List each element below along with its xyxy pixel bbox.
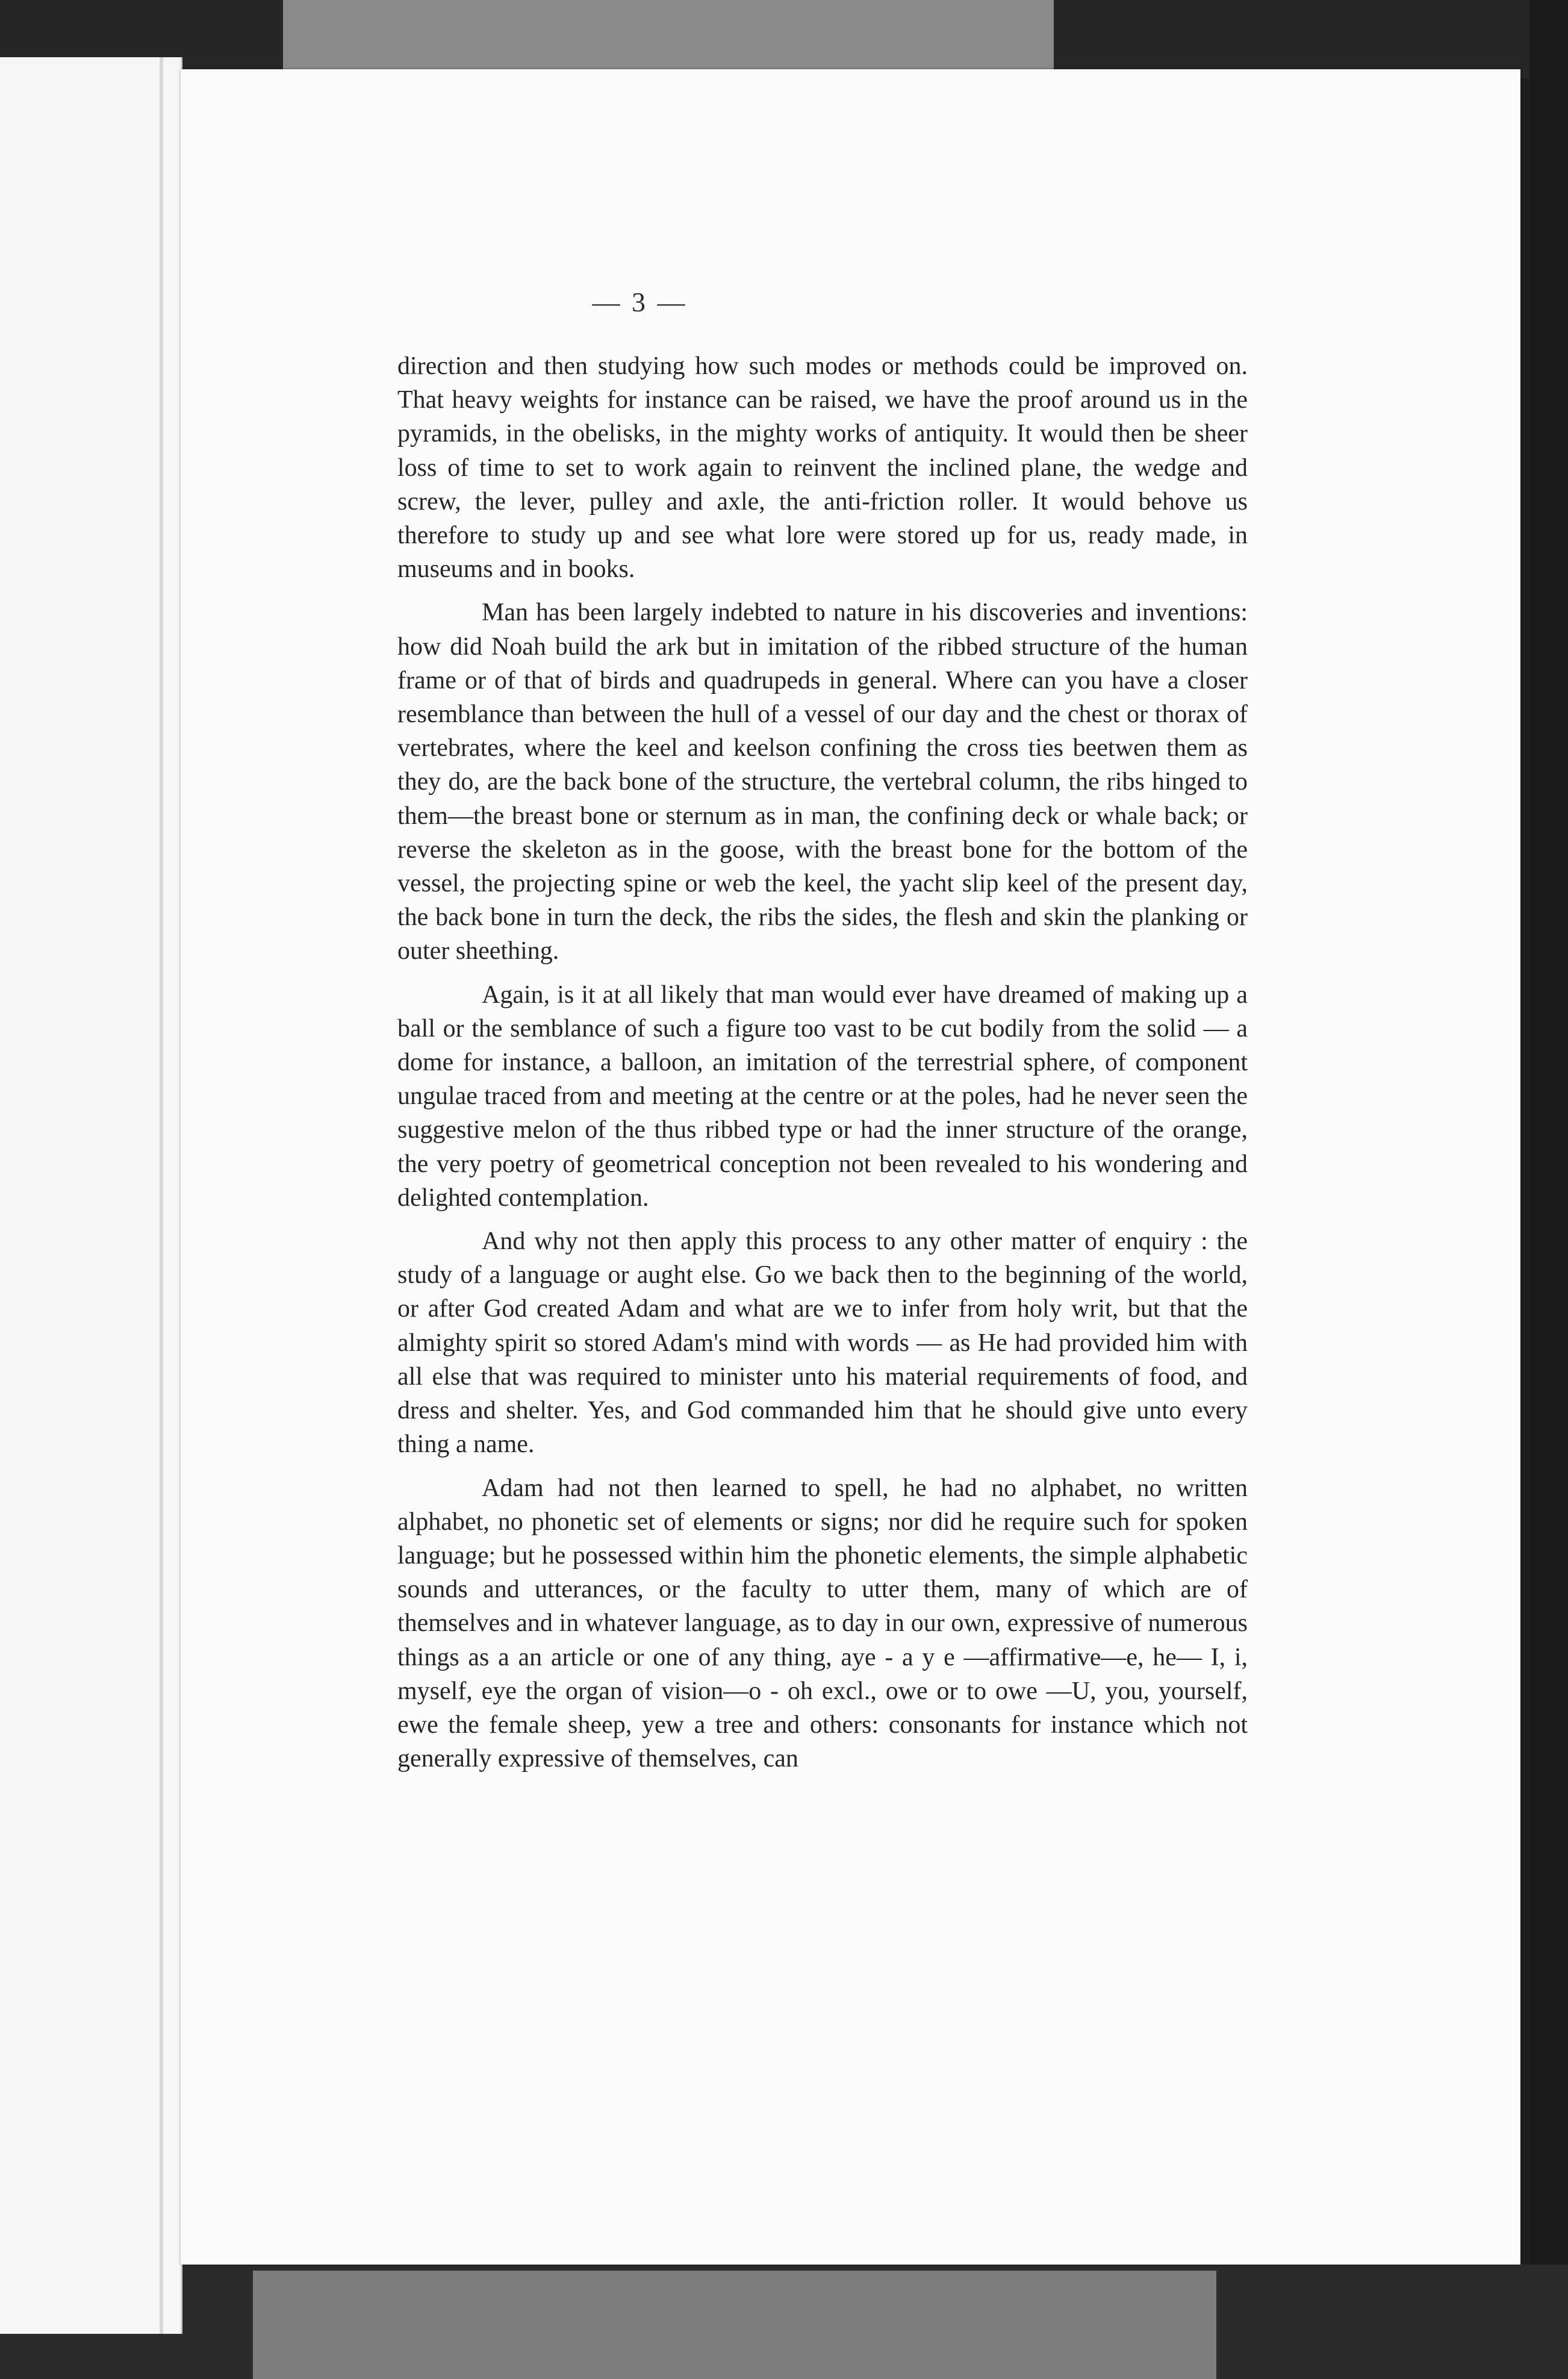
scanner-backdrop-right (1529, 0, 1568, 2379)
document-page (181, 69, 1520, 2265)
previous-page-edge (0, 57, 182, 2334)
paragraph-3: Again, is it at all likely that man would ever have dreamed of making up a ball or the semblance of such a figure too vast to be cut bodily from the solid — a dome for instance, a balloon, an imitation of the terrestrial sphere, of component ungulae traced from and meeting at the centre or at the poles, had he never seen the suggestive melon of the thus ribbed type or had the inner structure of the orange, the very poetry of geometrical conception not been revealed to his wondering and delighted contemplation. (397, 981, 1248, 1212)
body-text (397, 349, 1248, 1785)
paragraph-1: direction and then studying how such modes or methods could be improved on. That heavy weights for instance can be raised, we have the proof around us in the pyramids, in the obelisks, in the mighty works of antiquity. It would then be sheer loss of time to set to work again to reinvent the inclined plane, the wedge and screw, the lever, pulley and axle, the anti-friction roller. It would behove us therefore to study up and see what lore were stored up for us, ready made, in museums and in books. (397, 352, 1248, 584)
page-number: — 3 — (592, 287, 688, 317)
paragraph-5: Adam had not then learned to spell, he had no alphabet, no written alphabet, no phonetic set of elements or signs; nor did he require such for spoken language; but he possessed within him the phonetic elements, the simple alphabetic sounds and utterances, or the faculty to utter them, many of which are of themselves and in whatever language, as to day in our own, expressive of numerous things as a an article or one of any thing, aye - a y e —affirmative—e, he— I, i, myself, eye the organ of vision—o - oh excl., owe or to owe —U, you, yourself, ewe the female sheep, yew a tree and others: consonants for instance which not generally expressive of themselves, can (397, 1474, 1248, 1773)
scanner-backdrop-bottom-light (253, 2271, 1216, 2379)
paragraph-4: And why not then apply this process to any other matter of enquiry : the study of a language or aught else. Go we back then to the beginning of the world, or after God created Adam and what are we to infer from holy writ, but that the almighty spirit so stored Adam's mind with words — as He had provided him with all else that was required to minister unto his material requirements of food, and dress and shelter. Yes, and God commanded him that he should give unto every thing a name. (397, 1227, 1248, 1459)
previous-page-fold (160, 57, 163, 2334)
paragraph-2: Man has been largely indebted to nature in his discoveries and inventions: how did Noah build the ark but in imitation of the ribbed structure of the human frame or of that of birds and quadrupeds in general. Where can you have a closer resemblance than between the hull of a vessel of our day and the chest or thorax of vertebrates, where the keel and keelson confining the cross ties beetwen them as they do, are the back bone of the structure, the vertebral column, the ribs hinged to them—the breast bone or sternum as in man, the confining deck or whale back; or reverse the skeleton as in the goose, with the breast bone for the bottom of the vessel, the projecting spine or web the keel, the yacht slip keel of the present day, the back bone in turn the deck, the ribs the sides, the flesh and skin the planking or outer sheething. (397, 599, 1248, 965)
scanner-backdrop-top-light (283, 0, 1054, 72)
